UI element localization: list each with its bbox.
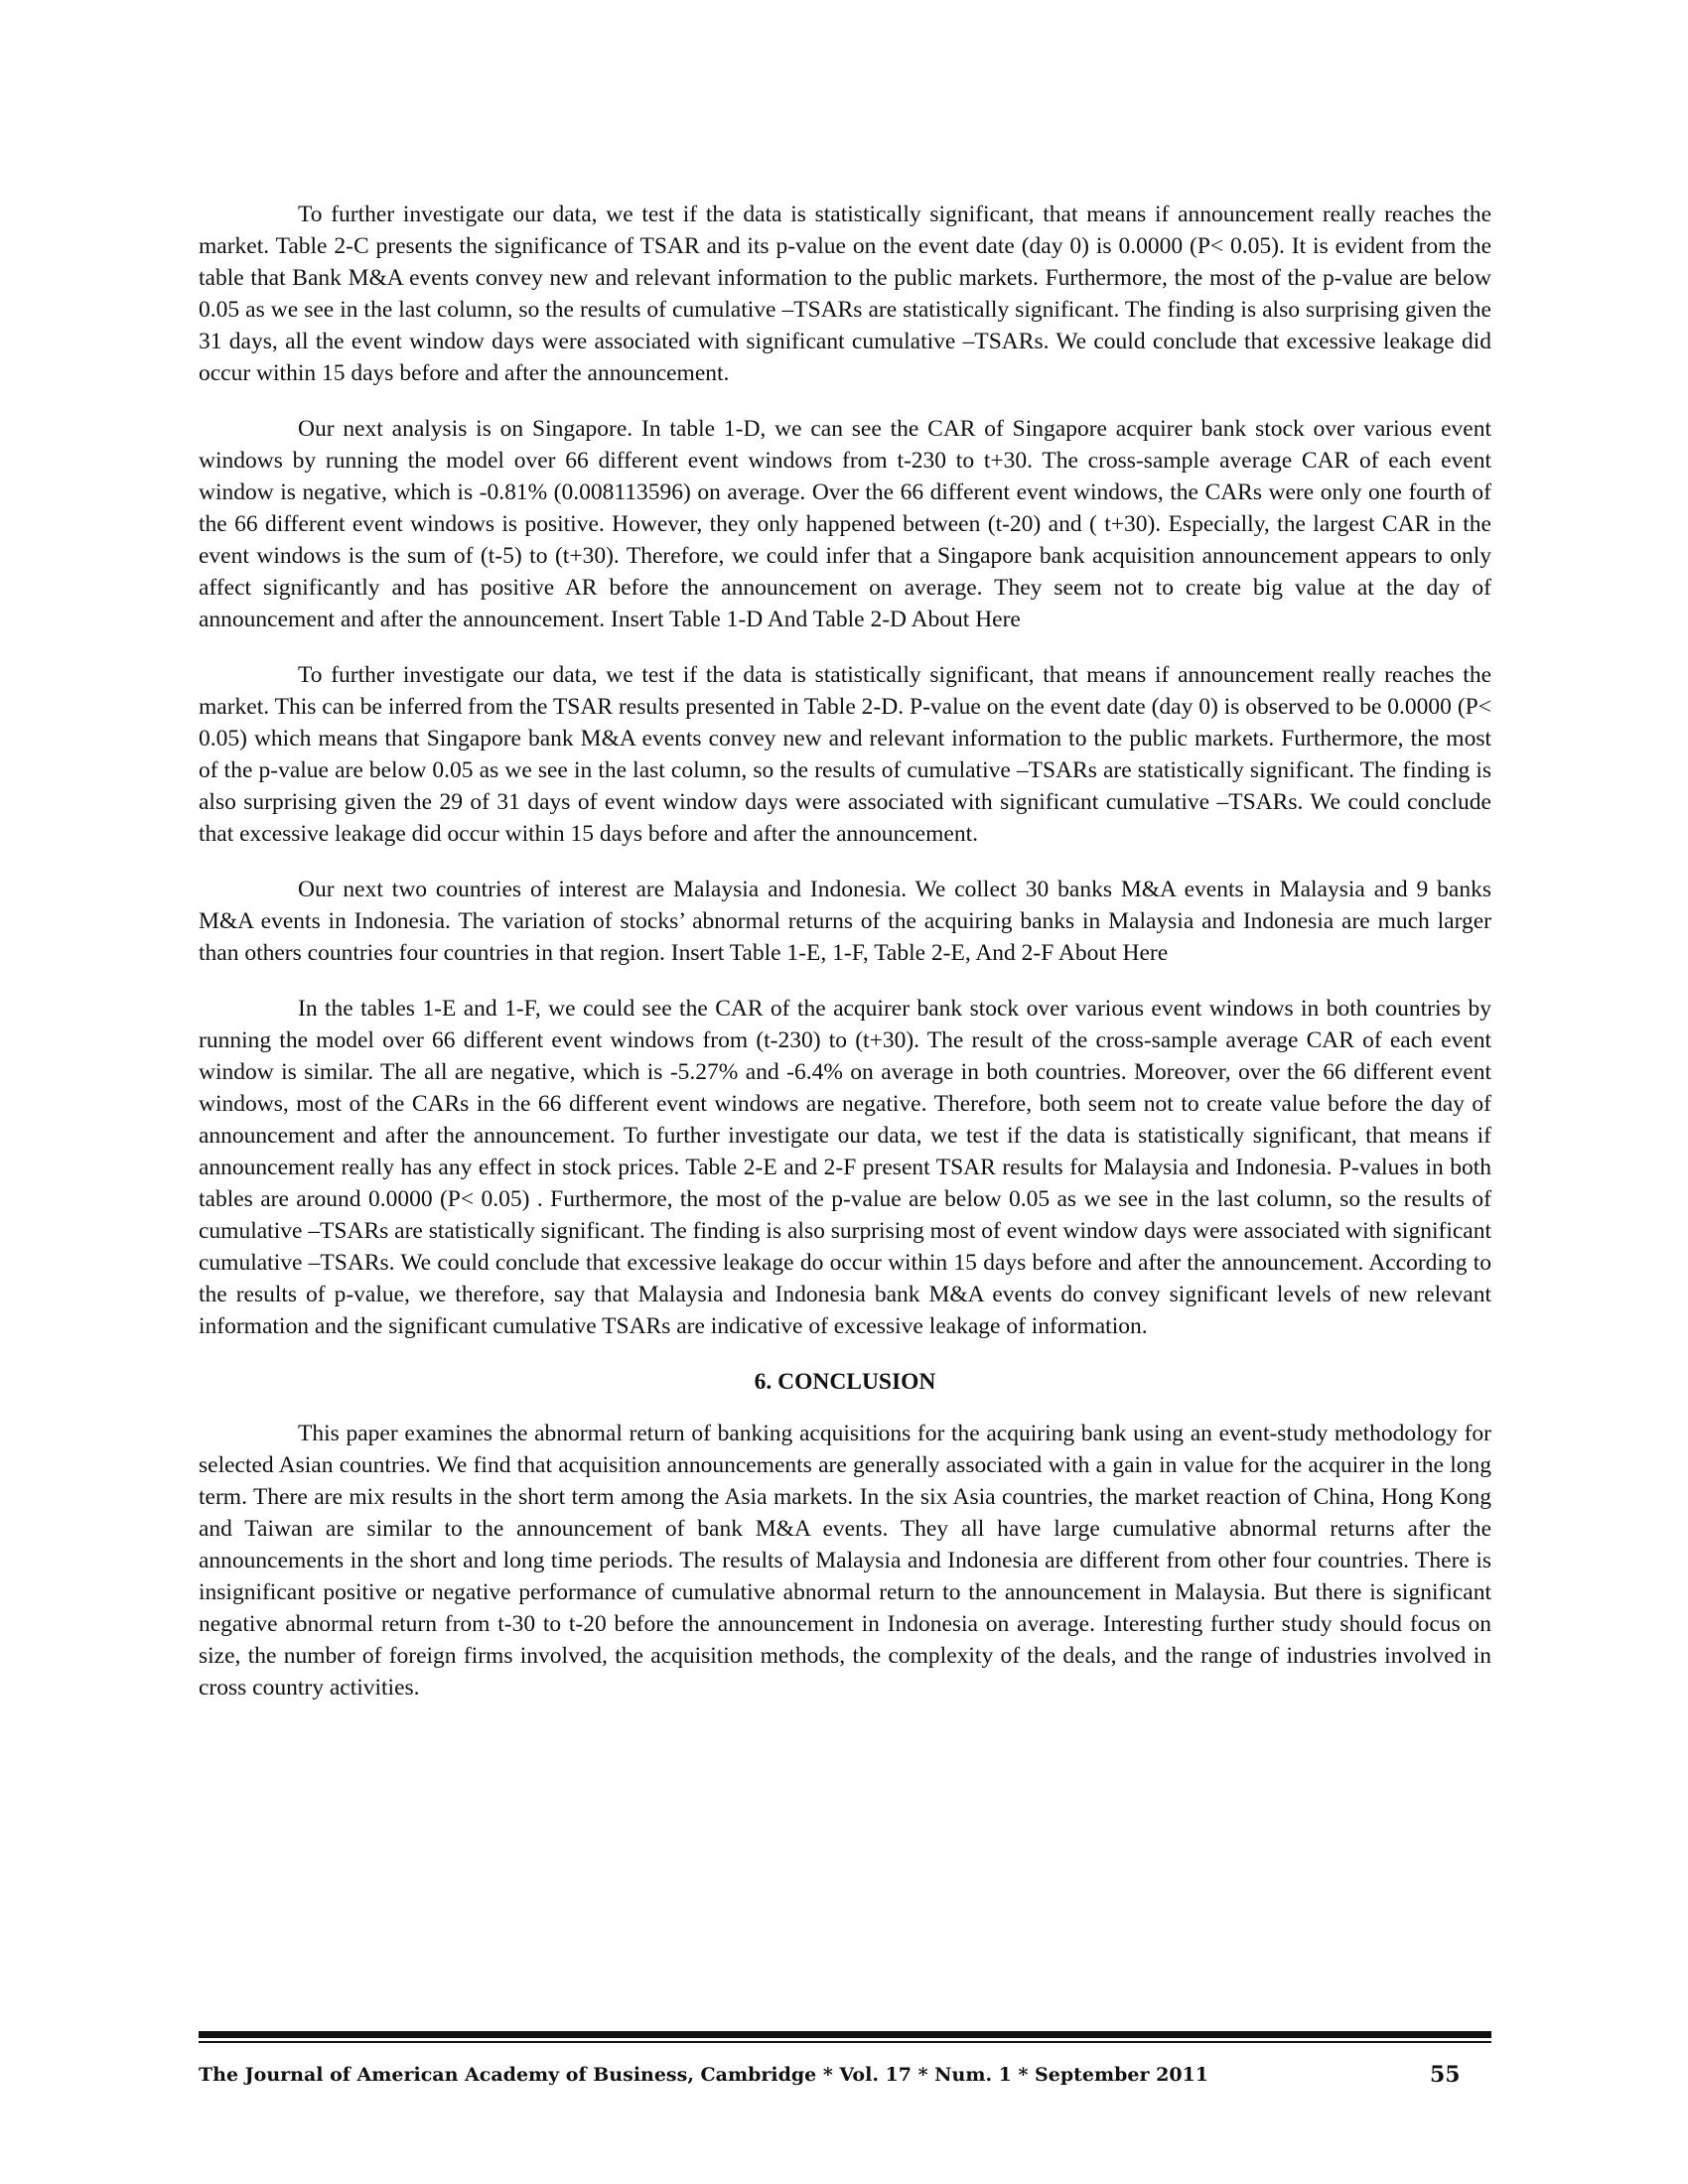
footer-journal-citation: The Journal of American Academy of Business, Cambridge * Vol. 17 * Num. 1 * September 2011: [199, 2064, 1209, 2086]
page-footer: [199, 2060, 1491, 2100]
paragraph-malaysia-indonesia-intro: Our next two countries of interest are Malaysia and Indonesia. We collect 30 banks M&A events in Malaysia and 9 banks M&A events in Indonesia. The variation of stocks’ abnormal returns of the acquiring banks in Malaysia and Indonesia are much larger than others countries four countries in that region. Insert Table 1-E, 1-F, Table 2-E, And 2-F About Here: [199, 877, 1491, 966]
section-heading-conclusion: 6. CONCLUSION: [754, 1369, 936, 1395]
footer-divider-thin: [199, 2041, 1491, 2043]
article-body: [199, 199, 1491, 1727]
paragraph-conclusion: This paper examines the abnormal return of banking acquisitions for the acquiring bank using an event-study methodology for selected Asian countries. We find that acquisition announcements are generally associated with a gain in value for the acquirer in the long term. There are mix results in the short term among the Asia markets. In the six Asia countries, the market reaction of China, Hong Kong and Taiwan are similar to the announcement of bank M&A events. They all have large cumulative abnormal returns after the announcements in the short and long time periods. The results of Malaysia and Indonesia are different from other four countries. There is insignificant positive or negative performance of cumulative abnormal return to the announcement in Malaysia. But there is significant negative abnormal return from t-30 to t-20 before the announcement in Indonesia on average. Interesting further study should focus on size, the number of foreign firms involved, the acquisition methods, the complexity of the deals, and the range of industries involved in cross country activities.: [199, 1421, 1491, 1701]
paragraph-table-2c-analysis: To further investigate our data, we test if the data is statistically significant, that means if announcement really reaches the market. Table 2-C presents the significance of TSAR and its p-value on the event date (day 0) is 0.0000 (P< 0.05). It is evident from the table that Bank M&A events convey new and relevant information to the public markets. Furthermore, the most of the p-value are below 0.05 as we see in the last column, so the results of cumulative –TSARs are statistically significant. The finding is also surprising given the 31 days, all the event window days were associated with significant cumulative –TSARs. We could conclude that excessive leakage did occur within 15 days before and after the announcement.: [199, 202, 1491, 386]
footer-divider-thick: [199, 2031, 1491, 2038]
page-number: 55: [1430, 2062, 1461, 2088]
paragraph-malaysia-indonesia-results: In the tables 1-E and 1-F, we could see the CAR of the acquirer bank stock over various event windows in both countries by running the model over 66 different event windows from (t-230) to (t+30). The result of the cross-sample average CAR of each event window is similar. The all are negative, which is -5.27% and -6.4% on average in both countries. Moreover, over the 66 different event windows, most of the CARs in the 66 different event windows are negative. Therefore, both seem not to create value before the day of announcement and after the announcement. To further investigate our data, we test if the data is statistically significant, that means if announcement really has any effect in stock prices. Table 2-E and 2-F present TSAR results for Malaysia and Indonesia. P-values in both tables are around 0.0000 (P< 0.05) . Furthermore, the most of the p-value are below 0.05 as we see in the last column, so the results of cumulative –TSARs are statistically significant. The finding is also surprising most of event window days were associated with significant cumulative –TSARs. We could conclude that excessive leakage do occur within 15 days before and after the announcement. According to the results of p-value, we therefore, say that Malaysia and Indonesia bank M&A events do convey significant levels of new relevant information and the significant cumulative TSARs are indicative of excessive leakage of information.: [199, 996, 1491, 1339]
paragraph-singapore-car: Our next analysis is on Singapore. In table 1-D, we can see the CAR of Singapore acquirer bank stock over various event windows by running the model over 66 different event windows from t-230 to t+30. The cross-sample average CAR of each event window is negative, which is -0.81% (0.008113596) on average. Over the 66 different event windows, the CARs were only one fourth of the 66 different event windows is positive. However, they only happened between (t-20) and ( t+30). Especially, the largest CAR in the event windows is the sum of (t-5) to (t+30). Therefore, we could infer that a Singapore bank acquisition announcement appears to only affect significantly and has positive AR before the announcement on average. They seem not to create big value at the day of announcement and after the announcement. Insert Table 1-D And Table 2-D About Here: [199, 416, 1491, 632]
paragraph-singapore-tsar: To further investigate our data, we test if the data is statistically significant, that means if announcement really reaches the market. This can be inferred from the TSAR results presented in Table 2-D. P-value on the event date (day 0) is observed to be 0.0000 (P< 0.05) which means that Singapore bank M&A events convey new and relevant information to the public markets. Furthermore, the most of the p-value are below 0.05 as we see in the last column, so the results of cumulative –TSARs are statistically significant. The finding is also surprising given the 29 of 31 days of event window days were associated with significant cumulative –TSARs. We could conclude that excessive leakage did occur within 15 days before and after the announcement.: [199, 662, 1491, 847]
